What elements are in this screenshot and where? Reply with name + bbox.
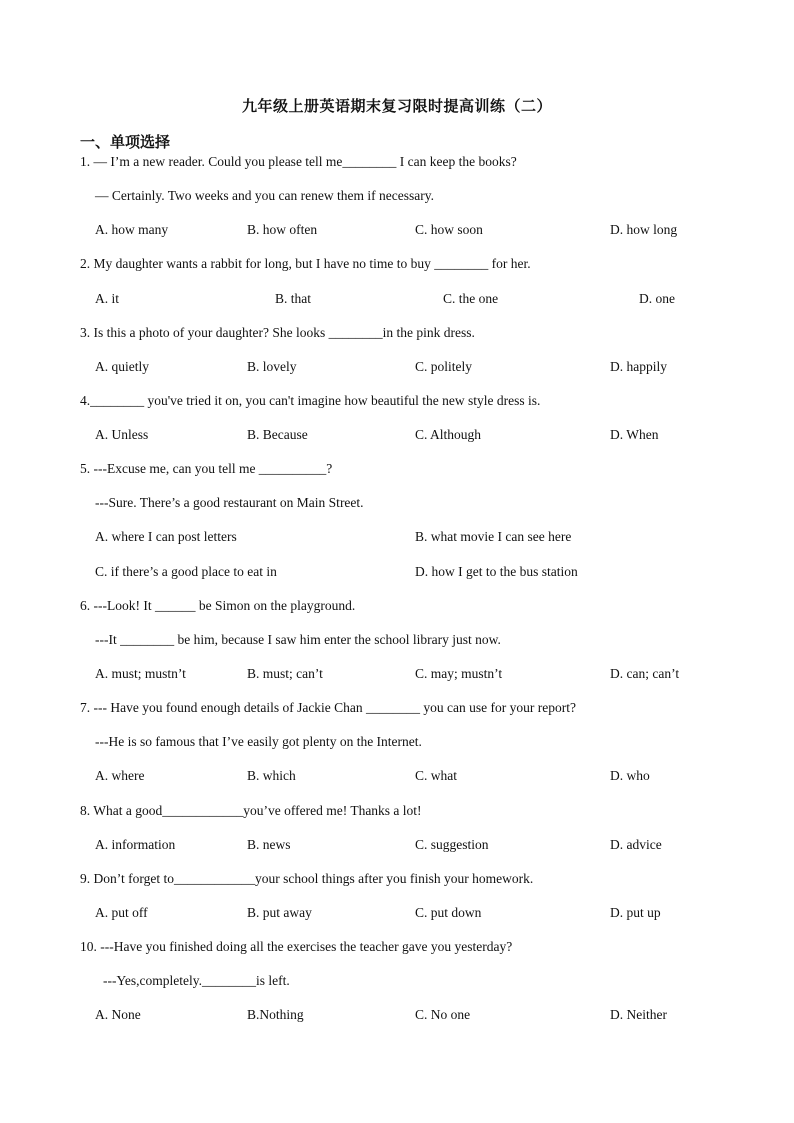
option-a: A. put off bbox=[95, 905, 148, 920]
question-2-options bbox=[95, 290, 715, 308]
question-3-stem: 3. Is this a photo of your daughter? She looks ________in the pink dress. bbox=[80, 325, 475, 340]
option-b: B. lovely bbox=[247, 359, 297, 374]
question-10-options bbox=[95, 1006, 715, 1024]
option-a: A. Unless bbox=[95, 427, 149, 442]
option-c: C. may; mustn’t bbox=[415, 666, 503, 681]
question-6-reply: ---It ________ be him, because I saw him enter the school library just now. bbox=[95, 632, 501, 647]
option-b: B. Because bbox=[247, 427, 308, 442]
option-d: D. happily bbox=[610, 359, 667, 374]
question-7-options bbox=[95, 767, 715, 785]
question-5-stem: 5. ---Excuse me, can you tell me __________? bbox=[80, 461, 333, 476]
option-a: A. how many bbox=[95, 222, 169, 237]
option-d: D. When bbox=[610, 427, 659, 442]
option-d: D. advice bbox=[610, 837, 662, 852]
option-a: A. where bbox=[95, 768, 145, 783]
option-a: A. information bbox=[95, 837, 176, 852]
question-8-options bbox=[95, 836, 715, 854]
question-6-stem: 6. ---Look! It ______ be Simon on the playground. bbox=[80, 598, 356, 613]
option-c: C. what bbox=[415, 768, 457, 783]
question-8-stem: 8. What a good____________you’ve offered me! Thanks a lot! bbox=[80, 803, 422, 818]
option-a: A. quietly bbox=[95, 359, 149, 374]
question-4-stem: 4.________ you've tried it on, you can't imagine how beautiful the new style dress is. bbox=[80, 393, 541, 408]
option-b: B. that bbox=[275, 291, 311, 306]
question-1-reply: — Certainly. Two weeks and you can renew them if necessary. bbox=[95, 188, 434, 203]
option-d: D. put up bbox=[610, 905, 661, 920]
option-c: C. Although bbox=[415, 427, 482, 442]
question-10-reply: ---Yes,completely.________is left. bbox=[103, 973, 290, 988]
option-a: A. where I can post letters bbox=[95, 529, 237, 544]
question-1-stem: 1. — I’m a new reader. Could you please tell me________ I can keep the books? bbox=[80, 154, 517, 169]
question-9-stem: 9. Don’t forget to____________your school things after you finish your homework. bbox=[80, 871, 534, 886]
question-5-options-row-1 bbox=[95, 528, 715, 546]
question-6-options bbox=[95, 665, 715, 683]
question-9-options bbox=[95, 904, 715, 922]
option-b: B. which bbox=[247, 768, 296, 783]
option-b: B. must; can’t bbox=[247, 666, 323, 681]
option-b: B. what movie I can see here bbox=[415, 529, 572, 544]
option-c: C. how soon bbox=[415, 222, 483, 237]
section-heading: 一、单项选择 bbox=[80, 135, 171, 151]
option-a: A. it bbox=[95, 291, 120, 306]
option-b: B. put away bbox=[247, 905, 312, 920]
page-title: 九年级上册英语期末复习限时提高训练（二） bbox=[241, 99, 552, 115]
option-a: A. must; mustn’t bbox=[95, 666, 186, 681]
option-d: D. how I get to the bus station bbox=[415, 564, 578, 579]
question-4-options bbox=[95, 426, 715, 444]
option-c: C. politely bbox=[415, 359, 472, 374]
option-b: B. news bbox=[247, 837, 291, 852]
option-d: D. how long bbox=[610, 222, 678, 237]
question-5-options-row-2 bbox=[95, 563, 715, 581]
option-b: B. how often bbox=[247, 222, 318, 237]
option-c: C. put down bbox=[415, 905, 482, 920]
option-d: D. one bbox=[639, 291, 675, 306]
option-a: A. None bbox=[95, 1007, 141, 1022]
question-10-stem: 10. ---Have you finished doing all the exercises the teacher gave you yesterday? bbox=[80, 939, 513, 954]
question-7-reply: ---He is so famous that I’ve easily got plenty on the Internet. bbox=[95, 734, 422, 749]
option-d: D. can; can’t bbox=[610, 666, 680, 681]
question-2-stem: 2. My daughter wants a rabbit for long, but I have no time to buy ________ for her. bbox=[80, 256, 531, 271]
option-c: C. No one bbox=[415, 1007, 471, 1022]
question-3-options bbox=[95, 358, 715, 376]
option-c: C. if there’s a good place to eat in bbox=[95, 564, 277, 579]
option-c: C. suggestion bbox=[415, 837, 489, 852]
option-c: C. the one bbox=[443, 291, 499, 306]
question-1-options bbox=[95, 221, 715, 239]
question-7-stem: 7. --- Have you found enough details of Jackie Chan ________ you can use for your report? bbox=[80, 700, 576, 715]
option-b: B.Nothing bbox=[247, 1007, 304, 1022]
question-5-reply: ---Sure. There’s a good restaurant on Main Street. bbox=[95, 495, 364, 510]
option-d: D. who bbox=[610, 768, 650, 783]
option-d: D. Neither bbox=[610, 1007, 667, 1022]
